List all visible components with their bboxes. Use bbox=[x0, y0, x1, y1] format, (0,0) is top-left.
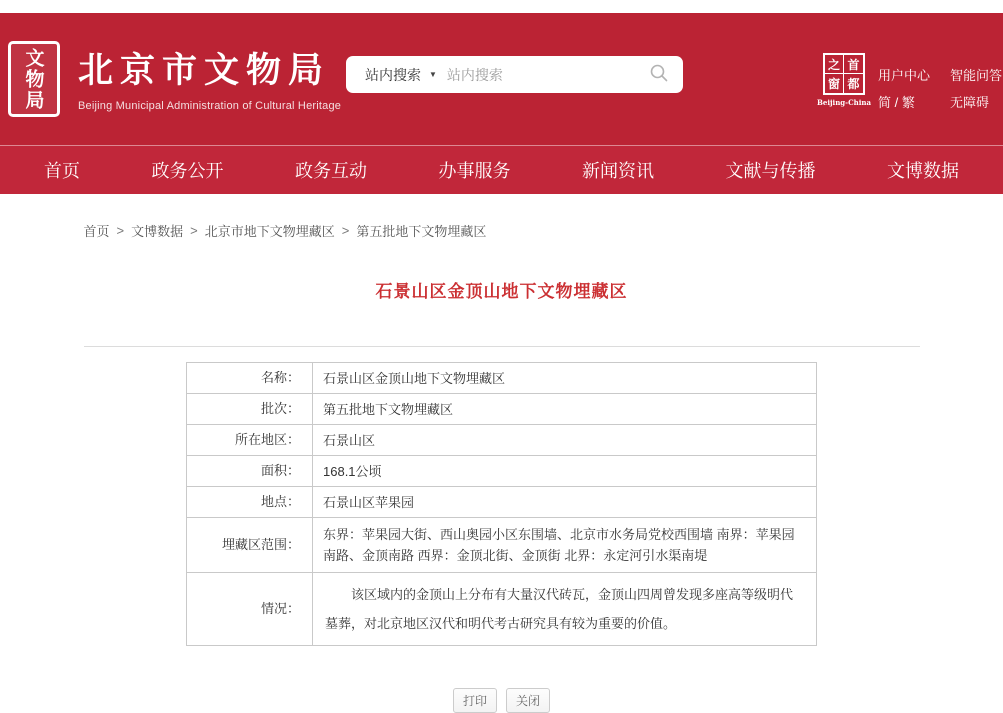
row-label: 批次： bbox=[187, 394, 313, 425]
print-button[interactable]: 打印 bbox=[453, 688, 497, 713]
bureau-seal-logo-icon[interactable]: 文物局 bbox=[8, 41, 60, 117]
capital-window-seal-icon bbox=[823, 53, 865, 95]
content-container bbox=[84, 221, 920, 713]
nav-item-services[interactable]: 办事服务 bbox=[438, 161, 511, 181]
nav-item-news[interactable]: 新闻资讯 bbox=[582, 161, 654, 181]
detail-table bbox=[186, 362, 817, 646]
cap-char: 都 bbox=[847, 77, 860, 91]
table-row-name bbox=[187, 363, 817, 394]
row-label: 埋藏区范围： bbox=[187, 518, 313, 573]
nav-item-gov-interaction[interactable]: 政务互动 bbox=[295, 161, 367, 181]
main-nav bbox=[0, 145, 1003, 194]
breadcrumb-home[interactable]: 首页 bbox=[83, 224, 110, 239]
capital-window-caption: Beijing-China bbox=[816, 98, 872, 107]
search-scope-dropdown[interactable] bbox=[346, 65, 447, 85]
site-name-english: Beijing Municipal Administration of Cultural Heritage bbox=[78, 100, 342, 112]
row-value: 该区域内的金顶山上分布有大量汉代砖瓦，金顶山四周曾发现多座高等级明代墓葬，对北京地区汉代和明代考古研究具有较为重要的价值。 bbox=[313, 573, 817, 646]
close-button[interactable]: 关闭 bbox=[506, 688, 550, 713]
row-label: 地点： bbox=[187, 487, 313, 518]
breadcrumb-current-page: 第五批地下文物埋藏区 bbox=[356, 224, 487, 239]
table-row-batch bbox=[187, 394, 817, 425]
breadcrumb bbox=[84, 221, 920, 240]
cap-char: 之 bbox=[825, 55, 844, 74]
simplified-traditional-toggle[interactable]: 简 / 繁 bbox=[878, 95, 915, 110]
table-row-situation bbox=[187, 573, 817, 646]
table-row-area bbox=[187, 456, 817, 487]
site-header bbox=[0, 13, 1003, 145]
row-value: 石景山区金顶山地下文物埋藏区 bbox=[313, 363, 817, 394]
row-label: 名称： bbox=[187, 363, 313, 394]
smart-qa-link[interactable]: 智能问答 bbox=[950, 68, 1003, 83]
accessibility-link[interactable]: 无障碍 bbox=[950, 95, 990, 110]
page-actions bbox=[84, 688, 920, 713]
breadcrumb-separator: > bbox=[190, 223, 198, 238]
capital-window-logo[interactable] bbox=[815, 53, 873, 107]
search-scope-label: 站内搜索 bbox=[365, 66, 421, 83]
table-row-district bbox=[187, 425, 817, 456]
nav-item-literature[interactable]: 文献与传播 bbox=[725, 161, 816, 181]
brand-home-link[interactable] bbox=[78, 43, 341, 112]
row-label: 所在地区： bbox=[187, 425, 313, 456]
user-center-link[interactable]: 用户中心 bbox=[878, 68, 931, 83]
nav-item-home[interactable]: 首页 bbox=[44, 161, 80, 181]
site-name: 北京市文物局 bbox=[78, 50, 331, 91]
table-row-location bbox=[187, 487, 817, 518]
page-title: 石景山区金顶山地下文物埋藏区 bbox=[375, 282, 628, 301]
table-row-boundary bbox=[187, 518, 817, 573]
cap-char: 首 bbox=[844, 55, 863, 74]
breadcrumb-separator: > bbox=[341, 223, 350, 238]
cap-char: 窗 bbox=[825, 74, 844, 93]
site-search-bar bbox=[346, 56, 683, 93]
row-value: 石景山区苹果园 bbox=[313, 487, 817, 518]
title-divider bbox=[84, 346, 920, 347]
breadcrumb-separator: > bbox=[116, 223, 125, 238]
nav-item-museum-data[interactable]: 文博数据 bbox=[887, 161, 959, 181]
row-label: 情况： bbox=[187, 573, 313, 646]
search-input[interactable] bbox=[447, 67, 643, 83]
search-submit-button[interactable] bbox=[643, 63, 683, 86]
row-value: 东界：苹果园大街、西山奥园小区东围墙、北京市水务局党校西围墙 南界：苹果园南路、金顶南路 西界：金顶北街、金顶街 北界：永定河引水渠南堤 bbox=[313, 518, 817, 573]
search-icon bbox=[649, 63, 669, 86]
breadcrumb-burial-areas[interactable]: 北京市地下文物埋藏区 bbox=[204, 224, 335, 239]
breadcrumb-museum-data[interactable]: 文博数据 bbox=[131, 224, 184, 239]
chevron-down-icon: ▼ bbox=[429, 69, 437, 79]
row-label: 面积： bbox=[187, 456, 313, 487]
header-utility-links bbox=[878, 65, 1002, 111]
nav-item-gov-disclosure[interactable]: 政务公开 bbox=[151, 161, 224, 181]
row-value: 石景山区 bbox=[313, 425, 817, 456]
row-value: 168.1公顷 bbox=[313, 456, 817, 487]
row-value: 第五批地下文物埋藏区 bbox=[313, 394, 817, 425]
